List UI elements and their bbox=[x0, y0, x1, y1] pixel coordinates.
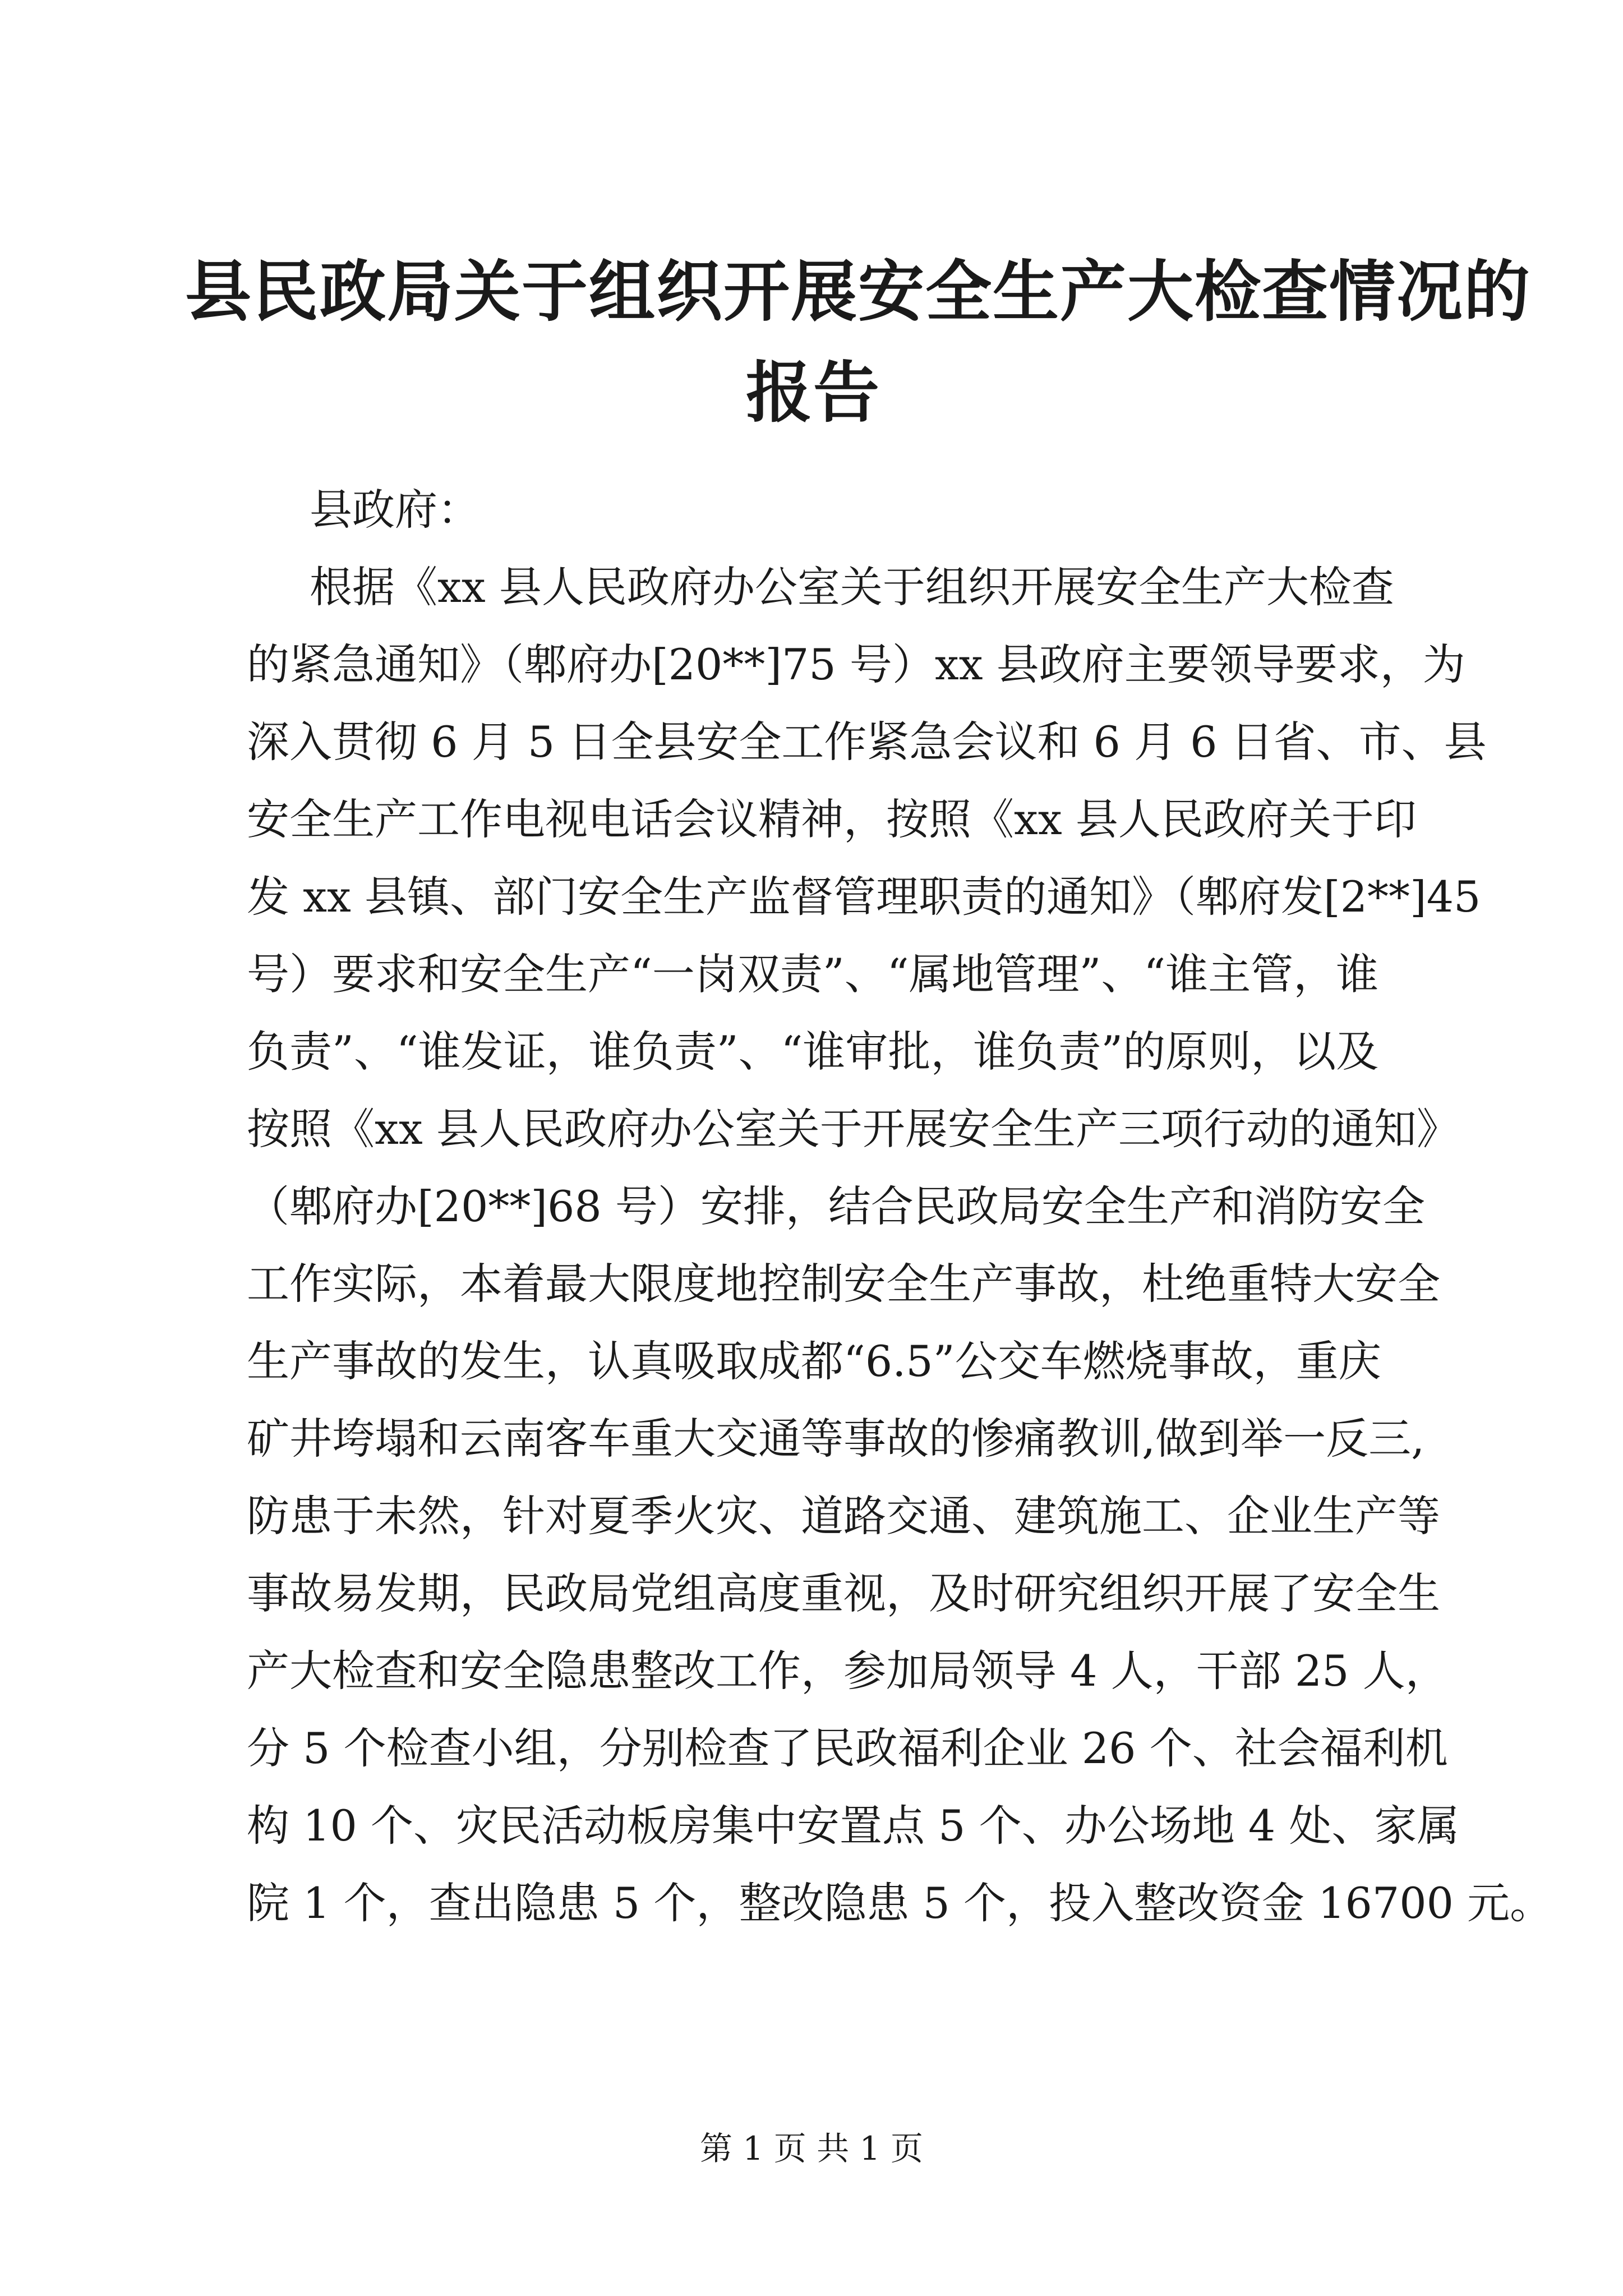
page-footer bbox=[0, 2126, 1623, 2171]
body-line: 的紧急通知》（郫府办[20**]75 号）xx 县政府主要领导要求，为 bbox=[247, 639, 1465, 689]
body-line: 生产事故的发生，认真吸取成都“6.5”公交车燃烧事故，重庆 bbox=[247, 1336, 1381, 1386]
body-line: 产大检查和安全隐患整改工作，参加局领导 4 人，干部 25 人， bbox=[247, 1646, 1448, 1696]
document-title bbox=[185, 241, 1532, 443]
body-line: 工作实际，本着最大限度地控制安全生产事故，杜绝重特大安全 bbox=[247, 1259, 1440, 1309]
body-line: 构 10 个、灾民活动板房集中安置点 5 个、办公场地 4 处、家属 bbox=[247, 1801, 1460, 1851]
body-line: 号）要求和安全生产“一岗双责”、“属地管理”、“谁主管，谁 bbox=[247, 949, 1379, 999]
body-line: 安全生产工作电视电话会议精神，按照《xx 县人民政府关于印 bbox=[247, 794, 1417, 844]
body-line: 深入贯彻 6 月 5 日全县安全工作紧急会议和 6 月 6 日省、市、县 bbox=[247, 717, 1487, 767]
title-line-2: 报告 bbox=[745, 353, 880, 431]
document-body bbox=[247, 471, 1553, 1942]
salutation: 县政府： bbox=[310, 485, 480, 535]
body-line: 分 5 个检查小组，分别检查了民政福利企业 26 个、社会福利机 bbox=[247, 1723, 1448, 1773]
page-number: 第 1 页 共 1 页 bbox=[700, 2129, 923, 2168]
body-line: 按照《xx 县人民政府办公室关于开展安全生产三项行动的通知》 bbox=[247, 1104, 1459, 1154]
body-line: 事故易发期，民政局党组高度重视，及时研究组织开展了安全生 bbox=[247, 1568, 1440, 1618]
body-line: （郫府办[20**]68 号）安排，结合民政局安全生产和消防安全 bbox=[247, 1181, 1425, 1231]
body-line: 负责”、“谁发证，谁负责”、“谁审批，谁负责”的原则，以及 bbox=[247, 1027, 1379, 1076]
body-line: 矿井垮塌和云南客车重大交通等事故的惨痛教训,做到举一反三, bbox=[247, 1414, 1425, 1464]
body-line: 发 xx 县镇、部门安全生产监督管理职责的通知》（郫府发[2**]45 bbox=[247, 872, 1481, 922]
body-line: 防患于未然，针对夏季火灾、道路交通、建筑施工、企业生产等 bbox=[247, 1491, 1440, 1541]
body-line: 院 1 个，查出隐患 5 个，整改隐患 5 个，投入整改资金 16700 元。 bbox=[247, 1878, 1553, 1928]
title-line-1: 县民政局关于组织开展安全生产大检查情况的 bbox=[185, 252, 1532, 330]
body-line: 根据《xx 县人民政府办公室关于组织开展安全生产大检查 bbox=[310, 562, 1394, 612]
